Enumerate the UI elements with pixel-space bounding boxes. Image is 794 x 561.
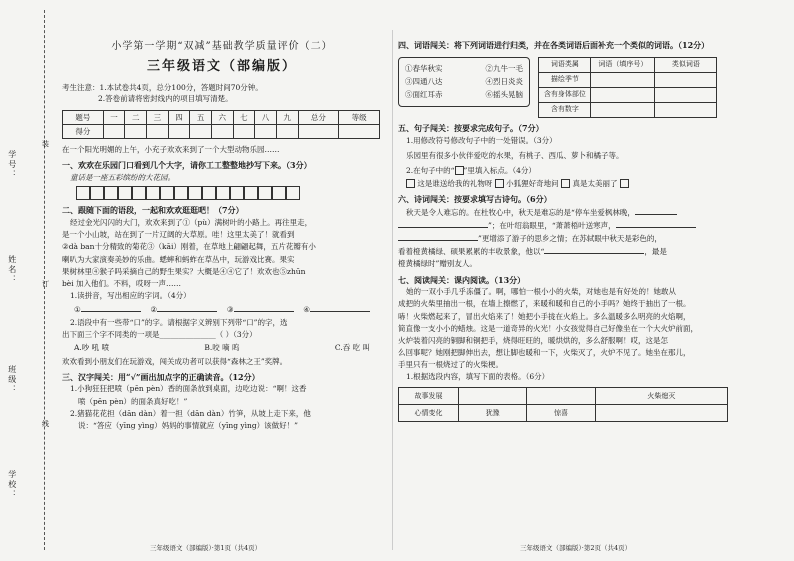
- q2-passage-line: 果树林里④猴子吗采摘自己的野生果实？大概是④④它了！欢欢也⑤zhūn: [62, 266, 306, 276]
- q2-sub-1-blanks: [62, 304, 382, 315]
- answer-cell[interactable]: [527, 388, 595, 405]
- q7-passage-line: 火炉装着闪亮的铜脚和铜把手，烧得旺旺的，暖烘烘的，多么舒服啊！哎，这是怎: [398, 335, 668, 345]
- score-cell[interactable]: [255, 125, 277, 139]
- reading-table: [398, 387, 728, 422]
- q2-passage-line: 喇叭为大家演奏美妙的乐曲。蟋蟀和蚂蚱在草丛中，玩游戏比赛。果实: [62, 254, 295, 264]
- read-cell: 火柴熄灭: [595, 388, 727, 405]
- q5-sub-2-sentence: [398, 179, 738, 189]
- question-6: 六、诗词闯关：按要求填写古诗句。（6分）: [398, 194, 552, 205]
- blank-label: ③: [226, 305, 234, 315]
- option-a[interactable]: A.吵 吼 喷: [74, 343, 110, 353]
- score-cell[interactable]: [125, 125, 147, 139]
- q6-text: 秋天是令人难忘的。在杜牧心中，秋天是难忘的是“停车坐爱枫林晚，: [406, 207, 635, 217]
- q2-passage-line: 是一个小山坡，站在到了一片辽阔的大草原。哇！这里太美了！就看到: [62, 230, 295, 240]
- score-head: 总分: [298, 111, 339, 125]
- idiom: ⑥摇头晃脑: [485, 90, 523, 100]
- idiom: ④烈日炎炎: [485, 76, 523, 86]
- right-column: [398, 40, 738, 422]
- exam-subtitle: 三年级语文（部编版）: [146, 58, 297, 74]
- read-cell: 惊喜: [527, 405, 595, 422]
- score-cell[interactable]: [276, 125, 298, 139]
- score-head: 题号: [63, 111, 104, 125]
- blank-label: ①: [74, 305, 81, 315]
- score-cell[interactable]: [190, 125, 212, 139]
- cat-row-label: 含有数字: [539, 102, 591, 117]
- score-head: 一: [103, 111, 125, 125]
- q6-line: [398, 233, 738, 244]
- answer-cell[interactable]: [655, 72, 717, 87]
- sentence-part: 小狐狸好奇地问: [506, 178, 559, 188]
- page-divider: [392, 30, 393, 550]
- q7-passage-line: 么回事呢？她刚把脚伸出去，想让脚也暖和一下，火柴灭了，火炉不见了。她坐在那儿，: [398, 347, 691, 357]
- blank-label: ②: [150, 305, 158, 315]
- answer-cell[interactable]: [591, 87, 655, 102]
- q6-line: [398, 220, 738, 231]
- punct-box[interactable]: [561, 179, 570, 188]
- cat-head: 词语（填序号）: [591, 57, 655, 72]
- q3-sub-2b: 说：“答应（yīng yìng）妈妈的事情就应（yīng yìng）该做好！”: [78, 420, 299, 430]
- q2-sub-1: 1.读拼音，写出相应的字词。（4分）: [70, 290, 191, 300]
- read-cell: 犹豫: [459, 405, 527, 422]
- idiom: ②九牛一毛: [485, 63, 523, 73]
- score-head: 八: [255, 111, 277, 125]
- blank-label: ④: [303, 305, 310, 315]
- answer-cell[interactable]: [595, 405, 727, 422]
- intro-text: 在一个阳光明媚的上午，小充子欢欢来到了一个大型动物乐园……: [62, 145, 280, 155]
- punct-square-sample: [455, 166, 464, 175]
- score-table: [62, 110, 380, 139]
- idiom-box: [398, 57, 530, 107]
- q3-sub-2: 2.猪猫花花担（dān dàn）着一担（dān dàn）竹笋，从坡上走下来，他: [70, 408, 311, 418]
- score-row-label: 得分: [63, 125, 104, 139]
- answer-blank[interactable]: [544, 246, 644, 254]
- q2-sub-2b: 出下面三个字不同类的一项是_______________（ ）（3分）: [62, 330, 257, 340]
- score-head: 六: [211, 111, 233, 125]
- q5-sub-2: [398, 166, 738, 176]
- score-head: 七: [233, 111, 255, 125]
- idiom: ①春华秋实: [405, 63, 443, 73]
- q4-area: [398, 57, 738, 118]
- q2-passage-line: 经过金光闪闪的大门，欢欢来到了①（pù）满树叶的小路上。再往里走，: [70, 218, 313, 228]
- cat-head: 类似词语: [655, 57, 717, 72]
- answer-blank[interactable]: [157, 304, 217, 312]
- question-3: 三、汉字闯关：用“√”画出加点字的正确读音。（12分）: [62, 371, 260, 382]
- idiom: ③四通八达: [405, 76, 443, 86]
- q2-tail: 欢欢看到小朋友们在玩游戏，闯关成功者可以获得“森林之王”奖牌。: [62, 356, 288, 366]
- q5-sub-1-text: 乐园里有很多小伙伴爱吃的水果，有桃子、西瓜、萝卜和橘子等。: [406, 150, 624, 160]
- read-row-label: 心情变化: [399, 405, 459, 422]
- tick-ding: 订: [41, 280, 50, 287]
- q7-sub-1: 1.根据选段内容，填写下面的表格。（6分）: [406, 372, 550, 382]
- answer-blank[interactable]: [310, 304, 370, 312]
- sentence-part: 真是太美丽了: [572, 178, 618, 188]
- question-7: 七、阅读闯关：课内阅读。（13分）: [398, 274, 526, 285]
- writing-grid[interactable]: [76, 186, 382, 200]
- q2-passage-line: ②dà ban十分精致的菊花③（kāi）刚着，在草地上翩翩起舞，五片花瓣有小: [62, 242, 316, 252]
- q1-source-text: 童话是一座五彩缤纷的大花园。: [70, 173, 175, 183]
- answer-cell[interactable]: [459, 388, 527, 405]
- score-head: 五: [190, 111, 212, 125]
- cat-head: 词语类属: [539, 57, 591, 72]
- q6-line: [398, 207, 738, 218]
- score-head: 九: [276, 111, 298, 125]
- sentence-part: 这是谁送给我的礼物呀: [417, 178, 493, 188]
- left-column: [62, 40, 382, 433]
- q6-line: 橙黄橘绿时”赠别友人。: [398, 259, 477, 269]
- question-4: 四、词语闯关：将下列词语进行归类，并在各类词语后面补充一个类似的词语。（12分）: [398, 40, 710, 50]
- q6-text: ，最是: [644, 247, 667, 257]
- answer-cell[interactable]: [655, 102, 717, 117]
- tick-xian: 线: [41, 420, 50, 427]
- answer-blank[interactable]: [635, 207, 677, 215]
- q3-sub-1b: 喷（pēn pèn）的面条真好吃！”: [78, 396, 188, 406]
- punct-box[interactable]: [406, 179, 415, 188]
- answer-cell[interactable]: [591, 102, 655, 117]
- score-cell[interactable]: [233, 125, 255, 139]
- score-cell[interactable]: [298, 125, 339, 139]
- score-cell[interactable]: [103, 125, 125, 139]
- answer-blank[interactable]: [398, 233, 478, 241]
- punct-box[interactable]: [495, 179, 504, 188]
- q7-passage-line: 简直像一支小小的蜡烛。这是一道奇异的火光！小女孩觉得自己好像坐在一个大火炉前面，: [398, 323, 698, 333]
- exam-note-2: 2.答卷前请将密封线内的项目填写清楚。: [98, 94, 233, 104]
- score-cell[interactable]: [147, 125, 169, 139]
- score-head: 等级: [339, 111, 380, 125]
- q7-passage-line: 哧！火柴燃起来了，冒出火焰来了！她把小手拢在火焰上。多么温暖多么明亮的火焰啊，: [398, 311, 691, 321]
- answer-cell[interactable]: [655, 87, 717, 102]
- category-table: [538, 57, 717, 118]
- q6-text: ”；在叶绍翁眼里，“萧萧梧叶送寒声，: [488, 221, 616, 231]
- page-footer-left: 三年级语文（部编版）·第1页（共4页）: [150, 544, 262, 553]
- exam-note-1: 考生注意：1.本试卷共4页，总分100分，答题时间70分钟。: [62, 83, 263, 93]
- score-head: 二: [125, 111, 147, 125]
- option-b[interactable]: B.咬 嘀 呜: [204, 343, 240, 353]
- number-label: 学号：: [7, 150, 17, 180]
- idiom: ⑤面红耳赤: [405, 90, 443, 100]
- class-label: 班级：: [7, 365, 17, 395]
- name-label: 姓名：: [7, 255, 17, 285]
- score-cell[interactable]: [168, 125, 190, 139]
- q7-passage-line: 成把的火柴里抽出一根，在墙上擦燃了，来暖和暖和自己的小手吗？她终于抽出了一根。: [398, 299, 691, 309]
- q5-sub-2-text-b: ”里填入标点。（4分）: [463, 165, 536, 175]
- question-1: 一、欢欢在乐园门口看到几个大字，请你工工整整地抄写下来。（3分）: [62, 160, 312, 171]
- cat-row-label: 含有身体部位: [539, 87, 591, 102]
- question-2: 二、跟随下面的语段，一起和欢欢逛逛吧！（7分）: [62, 205, 244, 216]
- answer-blank[interactable]: [81, 304, 141, 312]
- tick-zhuang: 装: [41, 140, 50, 147]
- score-cell[interactable]: [339, 125, 380, 139]
- read-row-label: 故事发展: [399, 388, 459, 405]
- q6-line: [398, 246, 738, 257]
- q6-text: ”更增添了游子的思乡之情；在苏轼眼中秋天是彩色的，: [478, 234, 662, 244]
- question-5: 五、句子闯关：按要求完成句子。（7分）: [398, 122, 544, 133]
- score-head: 三: [147, 111, 169, 125]
- q5-sub-1: 1.用修改符号修改句子中的一处错误。（3分）: [406, 135, 557, 145]
- q3-sub-1: 1.小狗狂狂把喷（pēn pèn）香的面条放到桌面，边吃边说：“啊！这香: [70, 384, 307, 394]
- binding-margin: [0, 0, 58, 561]
- answer-cell[interactable]: [591, 72, 655, 87]
- exam-title: 小学第一学期“双减”基础教学质量评价（二）: [111, 41, 333, 52]
- q2-passage-line: bèi 加入他们。不料，哎呀一声……: [62, 278, 182, 288]
- q7-passage-line: 她的一双小手几乎冻僵了。啊，哪怕一根小小的火柴，对她也是有好处的！她敢从: [406, 287, 676, 297]
- answer-blank[interactable]: [398, 220, 488, 228]
- score-cell[interactable]: [211, 125, 233, 139]
- q2-sub-2: 2.语段中有一些带“口”的字。请根据字义辨别下列带“口”的字，选: [70, 318, 288, 328]
- option-c[interactable]: C.吞 吃 叫: [334, 343, 370, 353]
- score-head: 四: [168, 111, 190, 125]
- q5-sub-2-text: 2.在句子中的“: [406, 165, 455, 175]
- q7-passage-line: 手里只有一根烧过了的火柴梗。: [398, 360, 503, 370]
- answer-blank[interactable]: [616, 220, 696, 228]
- answer-blank[interactable]: [234, 304, 294, 312]
- q2-sub-2-options: [62, 343, 382, 353]
- q6-text: 看着橙黄橘绿、硕果累累的丰收景象，他以“: [398, 247, 545, 257]
- page-footer-right: 三年级语文（部编版）·第2页（共4页）: [520, 544, 632, 553]
- cat-row-label: 描绘季节: [539, 72, 591, 87]
- school-label: 学校：: [7, 470, 17, 500]
- punct-box[interactable]: [620, 179, 629, 188]
